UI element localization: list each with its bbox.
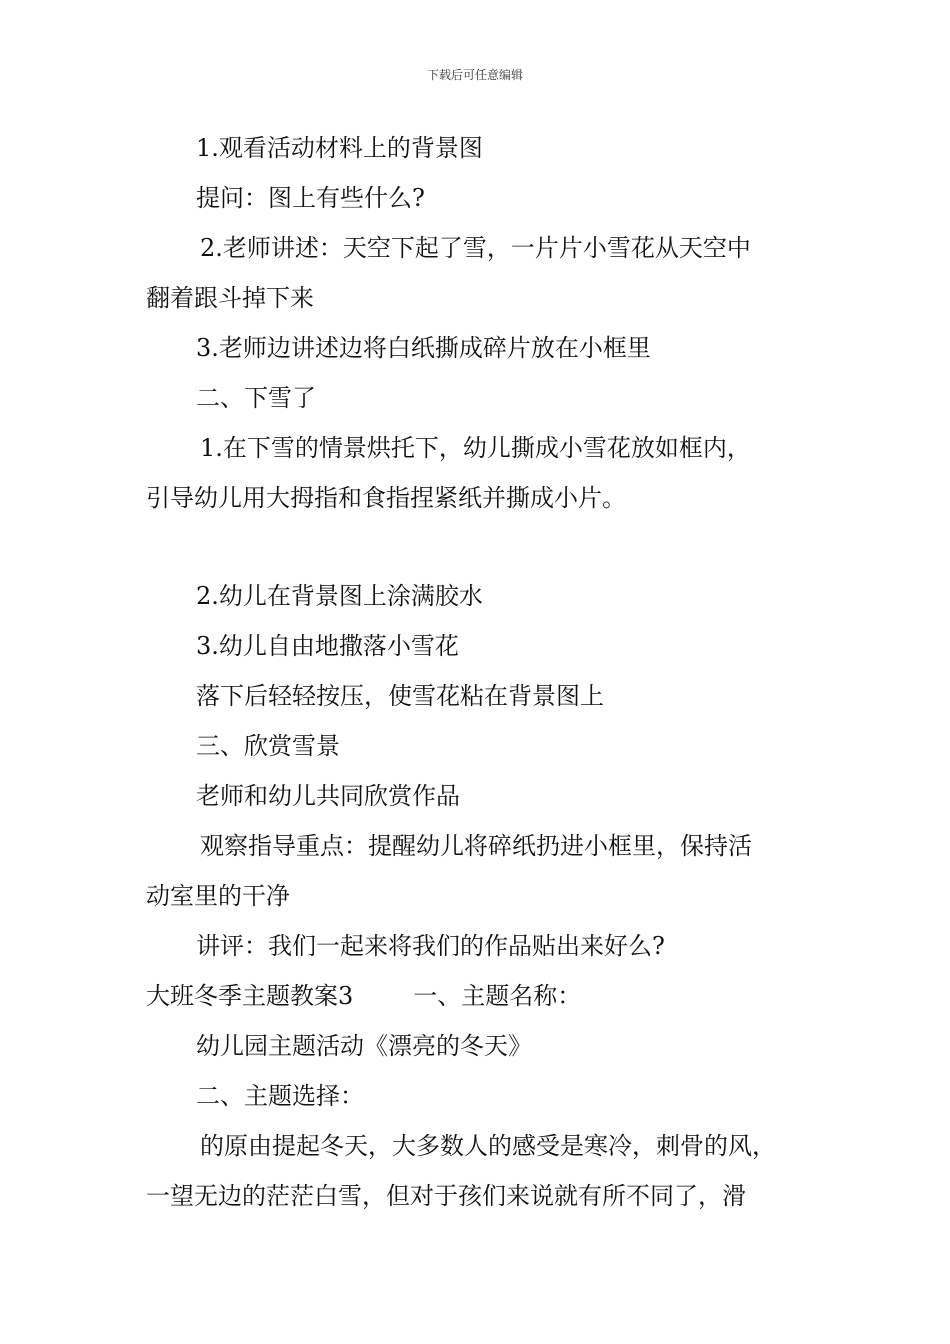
text-line: 3.幼儿自由地撒落小雪花 [196, 632, 459, 660]
text-line: 提问：图上有些什么? [196, 184, 425, 212]
text-line: 2.幼儿在背景图上涂满胶水 [196, 582, 483, 610]
lesson-title: 大班冬季主题教案3 [146, 982, 354, 1010]
text-line: 动室里的干净 [146, 882, 290, 910]
text-line: 老师和幼儿共同欣赏作品 [196, 782, 460, 810]
title-line [146, 981, 581, 1011]
text-line: 1.在下雪的情景烘托下，幼儿撕成小雪花放如框内， [200, 434, 751, 462]
section-heading: 三、欣赏雪景 [196, 732, 340, 760]
section-heading: 一、主题名称： [413, 982, 582, 1010]
text-line: 翻着跟斗掉下来 [146, 284, 314, 312]
text-line: 3.老师边讲述边将白纸撕成碎片放在小框里 [196, 334, 651, 362]
text-line: 的原由提起冬天，大多数人的感受是寒冷，刺骨的风， [200, 1132, 776, 1160]
text-line: 引导幼儿用大拇指和食指捏紧纸并撕成小片。 [146, 484, 626, 512]
section-heading: 二、主题选择： [196, 1082, 364, 1110]
page-header: 下载后可任意编辑 [426, 68, 523, 82]
text-line: 一望无边的茫茫白雪，但对于孩们来说就有所不同了，滑 [146, 1182, 746, 1210]
text-line: 观察指导重点：提醒幼儿将碎纸扔进小框里，保持活 [200, 832, 752, 860]
text-line: 2.老师讲述：天空下起了雪，一片片小雪花从天空中 [200, 234, 751, 262]
text-line: 1.观看活动材料上的背景图 [196, 134, 483, 162]
section-heading: 二、下雪了 [196, 384, 316, 412]
text-line: 落下后轻轻按压，使雪花粘在背景图上 [196, 682, 604, 710]
text-line: 幼儿园主题活动《漂亮的冬天》 [196, 1032, 532, 1060]
text-line: 讲评：我们一起来将我们的作品贴出来好么? [196, 932, 665, 960]
